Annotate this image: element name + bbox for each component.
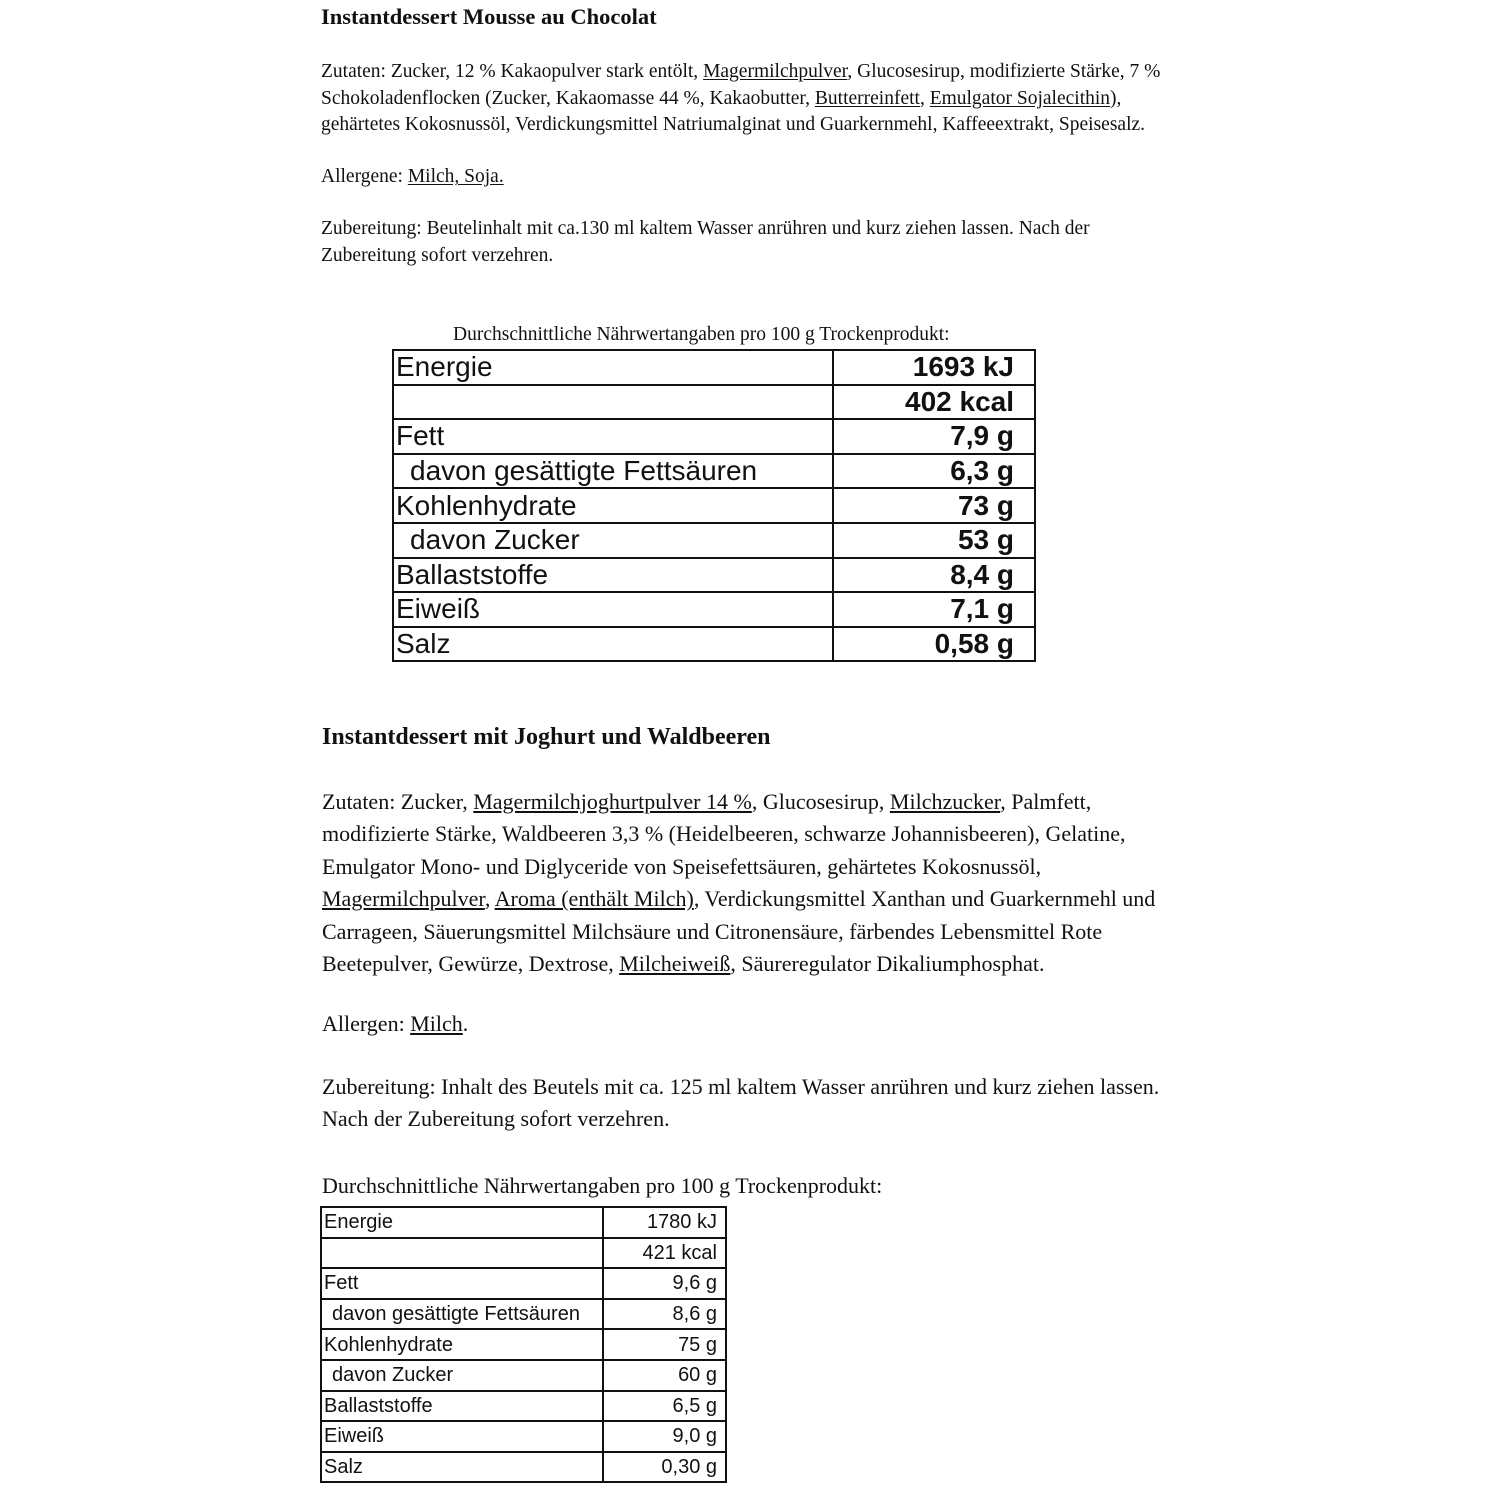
nutrient-label: Energie: [321, 1207, 603, 1238]
mousse-ingredients-text: ,: [919, 87, 930, 109]
nutrient-value: 75 g: [603, 1329, 726, 1360]
joghurt-allergens-value: Milch: [410, 1011, 463, 1037]
nutrient-value: 8,6 g: [603, 1299, 726, 1330]
table-row: [393, 350, 1035, 385]
joghurt-ingredients-text: , Verdickungsmittel Xanthan und Guarkernmehl und Carrageen, Säuerungsmittel Milchsäure und Citronensäure, färbendes Lebensmittel Rote Beetepulver, Gewürze, Dextrose,: [322, 886, 1156, 977]
joghurt-allergens-label: Allergen:: [322, 1011, 411, 1037]
table-row: [321, 1268, 726, 1299]
table-row: [393, 419, 1035, 454]
joghurt-nutrition-table: [320, 1206, 727, 1483]
nutrient-label: Salz: [393, 627, 833, 662]
table-row: [321, 1452, 726, 1483]
nutrient-value: 60 g: [603, 1360, 726, 1391]
joghurt-ingredients-text: , Palmfett, modifizierte Stärke, Waldbeeren 3,3 % (Heidelbeeren, schwarze Johannisbeeren), Gelatine, Emulgator Mono- und Diglyceride von Speisefettsäuren, gehärtetes Kokosnussöl,: [322, 789, 1126, 879]
nutrient-label: Kohlenhydrate: [321, 1329, 603, 1360]
table-row: [393, 523, 1035, 558]
table-row: [321, 1238, 726, 1269]
nutrient-value: 7,1 g: [833, 592, 1035, 627]
mousse-nutrition-caption: Durchschnittliche Nährwertangaben pro 100 g Trockenprodukt:: [453, 324, 950, 345]
nutrient-value: 421 kcal: [603, 1238, 726, 1269]
joghurt-allergen-milchzucker: Milchzucker: [889, 789, 1001, 814]
joghurt-title: Instantdessert mit Joghurt und Waldbeeren: [322, 724, 771, 750]
nutrient-label: Eiweiß: [393, 592, 833, 627]
nutrient-value: 6,5 g: [603, 1391, 726, 1422]
joghurt-allergen-aroma: Aroma (enthält Milch): [494, 886, 694, 912]
nutrient-label: Energie: [393, 350, 833, 385]
nutrient-value: 6,3 g: [833, 454, 1035, 489]
joghurt-allergens: [322, 1008, 1202, 1040]
mousse-section: [321, 3, 1181, 269]
table-row: [321, 1207, 726, 1238]
table-row: [393, 558, 1035, 593]
nutrient-label: Salz: [321, 1452, 603, 1483]
nutrient-value: 0,30 g: [603, 1452, 726, 1483]
nutrient-value: 73 g: [833, 488, 1035, 523]
table-row: [321, 1421, 726, 1452]
joghurt-allergen-milcheiweiss: Milcheiweiß: [619, 951, 731, 977]
joghurt-section: [322, 722, 1202, 1136]
mousse-title: Instantdessert Mousse au Chocolat: [321, 4, 657, 29]
table-row: [321, 1360, 726, 1391]
mousse-allergen-sojalecithin: Emulgator Sojalecithin: [929, 87, 1111, 109]
joghurt-nutrition-caption: Durchschnittliche Nährwertangaben pro 100 g Trockenprodukt:: [322, 1173, 883, 1198]
mousse-nutrition-table: [392, 349, 1036, 662]
nutrient-value: 53 g: [833, 523, 1035, 558]
table-row: [393, 454, 1035, 489]
joghurt-ingredients-text: , Glucosesirup,: [751, 789, 890, 814]
nutrient-value: 1780 kJ: [603, 1207, 726, 1238]
joghurt-preparation: Zubereitung: Inhalt des Beutels mit ca. 125 ml kaltem Wasser anrühren und kurz ziehen lassen. Nach der Zubereitung sofort verzehren.: [322, 1073, 1160, 1132]
nutrient-label: [321, 1238, 603, 1269]
nutrient-label: [393, 385, 833, 420]
mousse-allergen-butterreinfett: Butterreinfett: [814, 87, 920, 109]
table-row: [393, 488, 1035, 523]
joghurt-allergen-magermilchpulver: Magermilchpulver: [322, 886, 485, 912]
table-row: [393, 627, 1035, 662]
nutrient-label: davon Zucker: [321, 1360, 603, 1391]
nutrient-value: 1693 kJ: [833, 350, 1035, 385]
nutrient-label: Ballaststoffe: [393, 558, 833, 593]
joghurt-ingredients-text: ,: [484, 886, 495, 912]
nutrient-label: Ballaststoffe: [321, 1391, 603, 1422]
mousse-ingredients: [321, 59, 1181, 139]
nutrient-label: Fett: [393, 419, 833, 454]
nutrient-label: Fett: [321, 1268, 603, 1299]
nutrient-value: 9,0 g: [603, 1421, 726, 1452]
nutrient-label: Eiweiß: [321, 1421, 603, 1452]
mousse-allergens: [321, 164, 1181, 191]
nutrient-value: 9,6 g: [603, 1268, 726, 1299]
nutrient-value: 402 kcal: [833, 385, 1035, 420]
joghurt-allergens-suffix: .: [462, 1011, 469, 1037]
mousse-preparation: Zubereitung: Beutelinhalt mit ca.130 ml kaltem Wasser anrühren und kurz ziehen lassen. Nach der Zubereitung sofort verzehren.: [321, 217, 1090, 266]
mousse-ingredients-text: , Glucosesirup, modifizierte Stärke, 7 % Schokoladenflocken (Zucker, Kakaomasse 44 %, Kakaobutter,: [321, 61, 1161, 109]
nutrient-label: davon gesättigte Fettsäuren: [321, 1299, 603, 1330]
table-row: [321, 1391, 726, 1422]
mousse-ingredients-text: ), gehärtetes Kokosnussöl, Verdickungsmittel Natriumalginat und Guarkernmehl, Kaffeeextrakt, Speisesalz.: [321, 87, 1146, 136]
joghurt-ingredients-text: Zutaten: Zucker,: [322, 789, 474, 814]
nutrient-label: davon Zucker: [393, 523, 833, 558]
nutrient-value: 0,58 g: [833, 627, 1035, 662]
joghurt-ingredients-text: , Säureregulator Dikaliumphosphat.: [730, 951, 1045, 977]
table-row: [321, 1299, 726, 1330]
nutrient-value: 8,4 g: [833, 558, 1035, 593]
nutrient-label: davon gesättigte Fettsäuren: [393, 454, 833, 489]
mousse-allergen-magermilchpulver: Magermilchpulver: [703, 61, 848, 82]
mousse-allergens-value: Milch, Soja.: [407, 166, 504, 188]
nutrient-label: Kohlenhydrate: [393, 488, 833, 523]
mousse-allergens-label: Allergene:: [321, 166, 408, 188]
table-row: [393, 592, 1035, 627]
nutrient-value: 7,9 g: [833, 419, 1035, 454]
table-row: [393, 385, 1035, 420]
joghurt-allergen-joghurtpulver: Magermilchjoghurtpulver 14 %: [473, 789, 752, 814]
table-row: [321, 1329, 726, 1360]
mousse-ingredients-text: Zutaten: Zucker, 12 % Kakaopulver stark entölt,: [321, 61, 704, 82]
joghurt-ingredients: [322, 786, 1202, 980]
